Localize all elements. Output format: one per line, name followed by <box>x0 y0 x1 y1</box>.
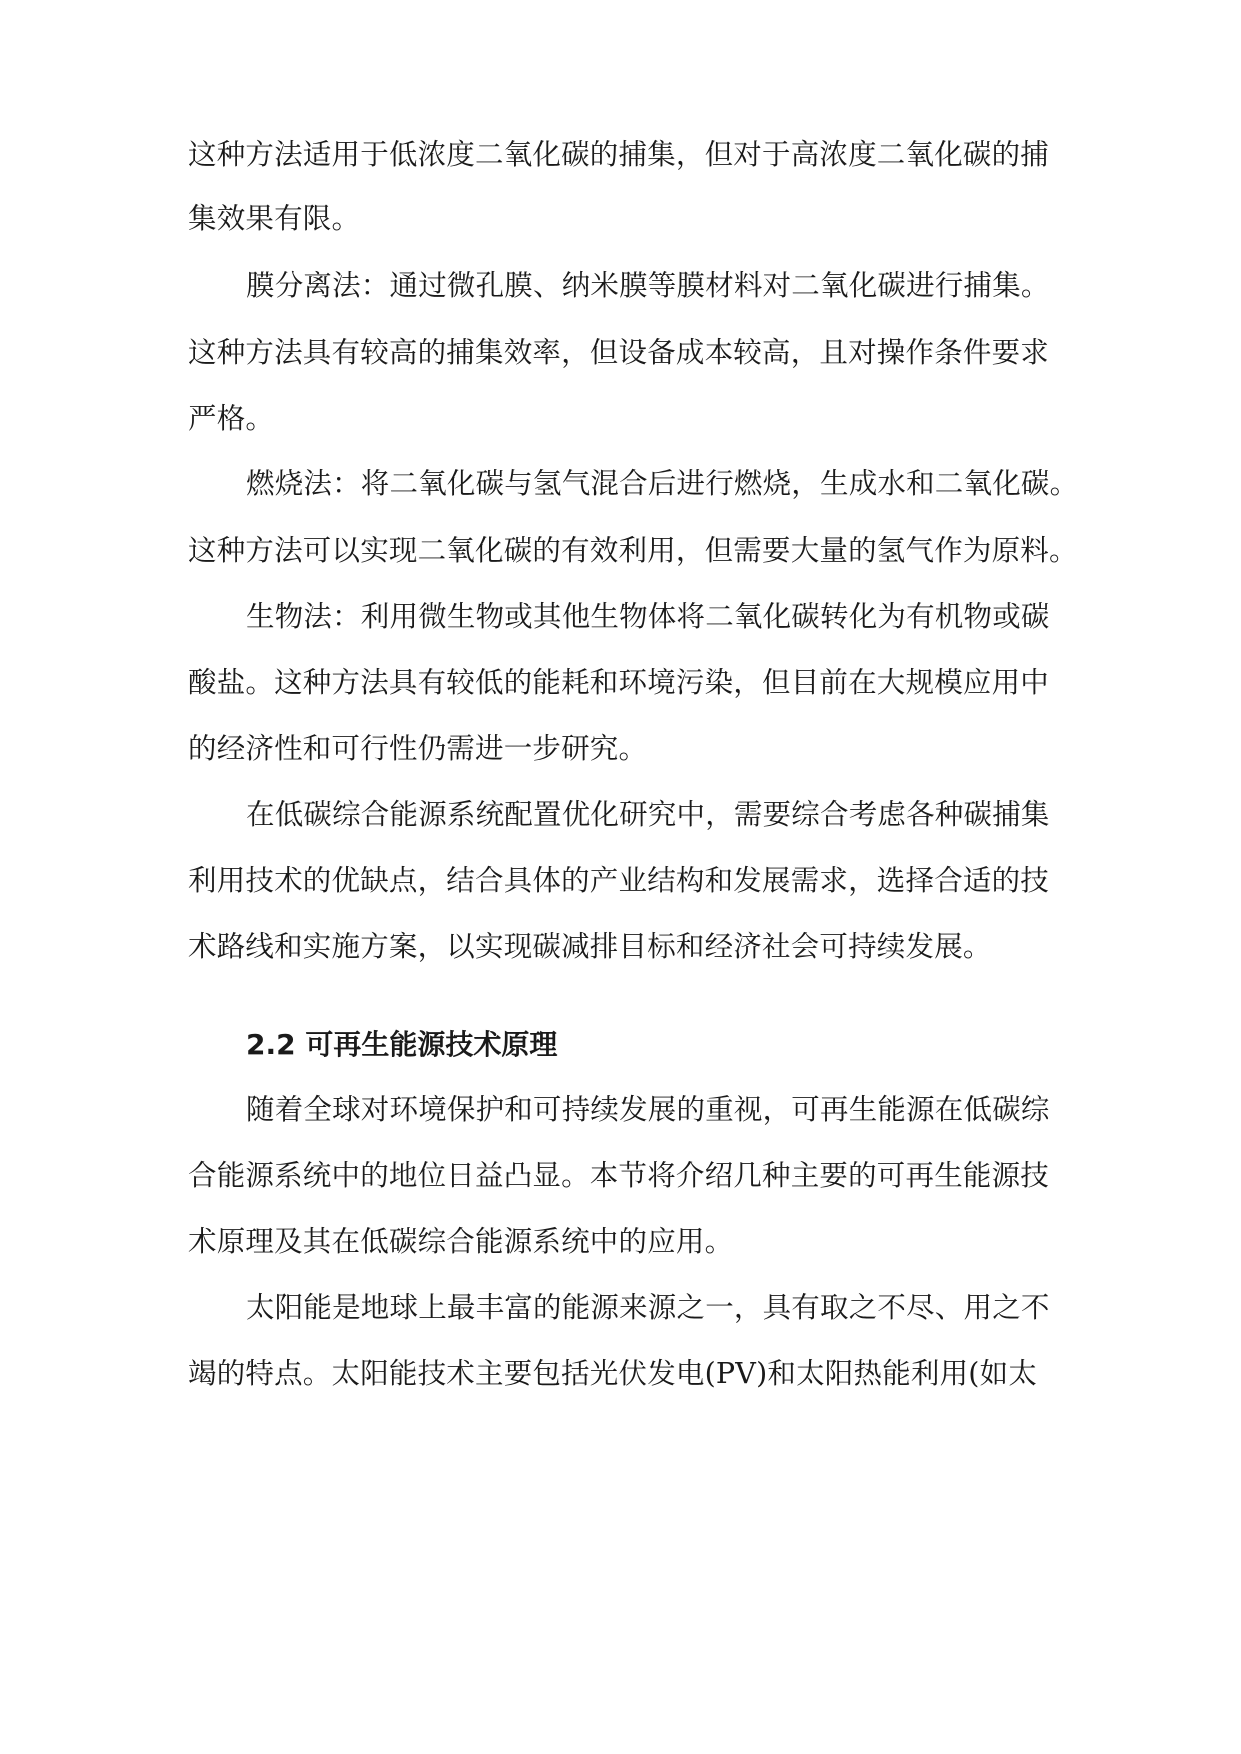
section-para1-line3: 术原理及其在低碳综合能源系统中的应用。 <box>188 1225 734 1258</box>
para4-line1: 生物法：利用微生物或其他生物体将二氧化碳转化为有机物或碳 <box>246 600 1050 633</box>
para5-line3: 术路线和实施方案，以实现碳减排目标和经济社会可持续发展。 <box>188 930 992 963</box>
para5-line2: 利用技术的优缺点，结合具体的产业结构和发展需求，选择合适的技 <box>188 864 1050 897</box>
para2-line1: 膜分离法：通过微孔膜、纳米膜等膜材料对二氧化碳进行捕集。 <box>246 269 1050 302</box>
para2-line2: 这种方法具有较高的捕集效率，但设备成本较高，且对操作条件要求 <box>188 336 1050 369</box>
para3-line2: 这种方法可以实现二氧化碳的有效利用，但需要大量的氢气作为原料。 <box>188 534 1078 567</box>
section-heading: 2.2 可再生能源技术原理 <box>246 1028 558 1061</box>
section-para2-line1: 太阳能是地球上最丰富的能源来源之一，具有取之不尽、用之不 <box>246 1291 1050 1324</box>
para4-line2: 酸盐。这种方法具有较低的能耗和环境污染，但目前在大规模应用中 <box>188 666 1050 699</box>
para1-line2: 集效果有限。 <box>188 202 361 235</box>
para1-line1: 这种方法适用于低浓度二氧化碳的捕集，但对于高浓度二氧化碳的捕 <box>188 138 1050 171</box>
para2-line3: 严格。 <box>188 402 275 435</box>
section-para1-line2: 合能源系统中的地位日益凸显。本节将介绍几种主要的可再生能源技 <box>188 1159 1050 1192</box>
section-para2-line2: 竭的特点。太阳能技术主要包括光伏发电(PV)和太阳热能利用(如太 <box>188 1357 1038 1390</box>
para4-line3: 的经济性和可行性仍需进一步研究。 <box>188 732 648 765</box>
para5-line1: 在低碳综合能源系统配置优化研究中，需要综合考虑各种碳捕集 <box>246 798 1050 831</box>
para3-line1: 燃烧法：将二氧化碳与氢气混合后进行燃烧，生成水和二氧化碳。 <box>246 467 1079 500</box>
section-para1-line1: 随着全球对环境保护和可持续发展的重视，可再生能源在低碳综 <box>246 1093 1050 1126</box>
